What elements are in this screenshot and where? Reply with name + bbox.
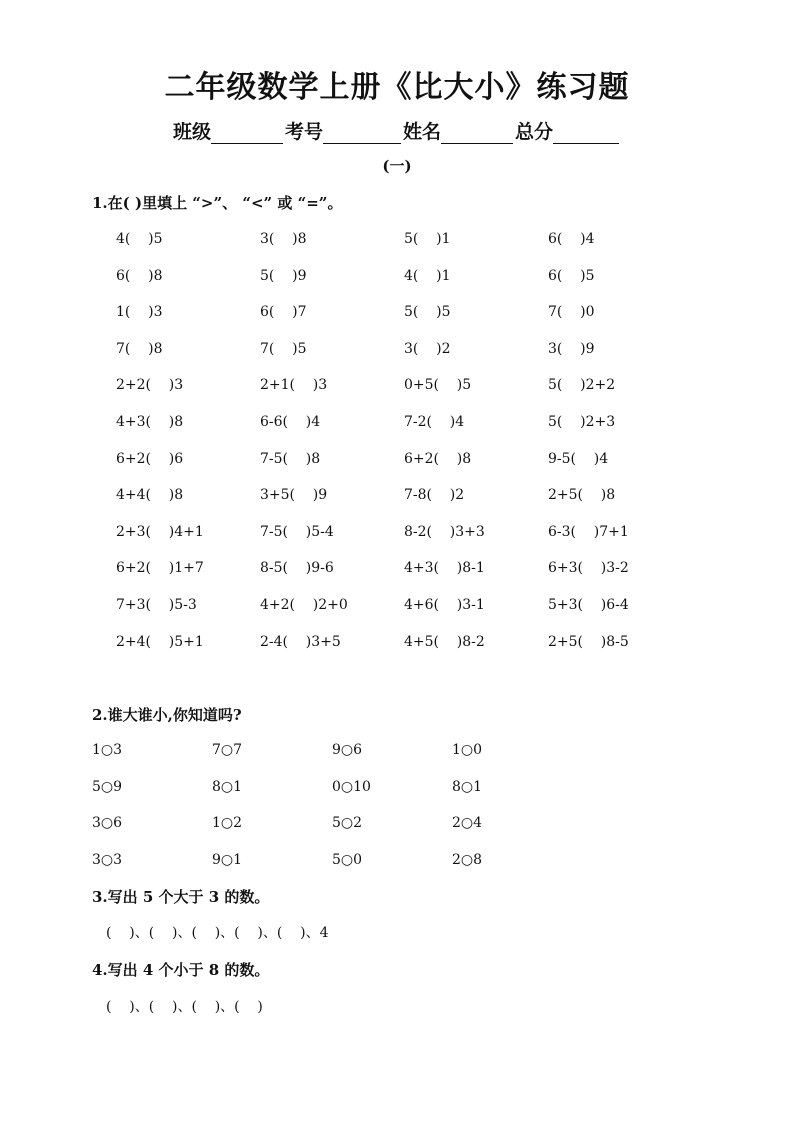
q2-problem[interactable]: 2○4 — [452, 815, 483, 832]
q1-problem[interactable]: 7( )5 — [260, 340, 307, 357]
question-1-prompt: 1.在( )里填上 “>”、 “<” 或 “=”。 — [92, 194, 343, 212]
question-2-prompt: 2.谁大谁小,你知道吗? — [92, 706, 242, 724]
q1-problem[interactable]: 2+3( )4+1 — [116, 523, 204, 540]
number-blank[interactable] — [323, 125, 401, 144]
q1-problem[interactable]: 5( )2+2 — [548, 377, 616, 394]
q2-problem[interactable]: 1○2 — [212, 815, 243, 832]
q1-problem[interactable]: 2+1( )3 — [260, 377, 328, 394]
q1-problem[interactable]: 5( )9 — [260, 267, 307, 284]
q2-problem[interactable]: 8○1 — [212, 778, 243, 795]
question-1-grid — [116, 229, 692, 668]
q1-problem[interactable]: 6+3( )3-2 — [548, 560, 629, 577]
q1-row — [116, 558, 692, 595]
q1-problem[interactable]: 7+3( )5-3 — [116, 596, 197, 613]
number-label: 考号 — [284, 121, 323, 143]
q2-problem[interactable]: 1○3 — [92, 742, 123, 758]
q1-problem[interactable]: 2+5( )8 — [548, 487, 616, 504]
q1-problem[interactable]: 4+2( )2+0 — [260, 596, 348, 613]
q2-problem[interactable]: 9○1 — [212, 851, 243, 868]
q1-problem[interactable]: 6( )4 — [548, 231, 595, 247]
q1-problem[interactable]: 6( )5 — [548, 267, 595, 284]
q1-problem[interactable]: 3( )9 — [548, 340, 595, 357]
q1-problem[interactable]: 3( )2 — [404, 340, 451, 357]
q2-problem[interactable]: 7○7 — [212, 742, 243, 758]
q2-problem[interactable]: 8○1 — [452, 778, 483, 795]
q2-problem[interactable]: 3○3 — [92, 851, 123, 868]
q1-problem[interactable]: 4+3( )8 — [116, 413, 184, 430]
q1-problem[interactable]: 1( )3 — [116, 304, 163, 321]
q1-problem[interactable]: 2+4( )5+1 — [116, 633, 204, 650]
q1-problem[interactable]: 4( )1 — [404, 267, 451, 284]
q1-row — [116, 266, 692, 303]
q1-problem[interactable]: 2-4( )3+5 — [260, 633, 341, 650]
q2-row — [92, 740, 572, 777]
q1-problem[interactable]: 4+6( )3-1 — [404, 596, 485, 613]
student-info-line — [0, 117, 794, 144]
q1-problem[interactable]: 9-5( )4 — [548, 450, 609, 467]
q1-row — [116, 485, 692, 522]
q1-problem[interactable]: 5( )1 — [404, 231, 451, 247]
q2-row — [92, 850, 572, 887]
q1-problem[interactable]: 7( )0 — [548, 304, 595, 321]
q1-problem[interactable]: 6+2( )8 — [404, 450, 472, 467]
q2-problem[interactable]: 5○2 — [332, 815, 363, 832]
q2-problem[interactable]: 5○0 — [332, 851, 363, 868]
question-3-answer-line[interactable]: ( )、( )、( )、( )、( )、4 — [106, 925, 329, 941]
q1-problem[interactable]: 8-2( )3+3 — [404, 523, 485, 540]
q1-row — [116, 412, 692, 449]
q1-problem[interactable]: 7-8( )2 — [404, 487, 465, 504]
q1-problem[interactable]: 6+2( )6 — [116, 450, 184, 467]
class-blank[interactable] — [211, 125, 283, 144]
q1-problem[interactable]: 3( )8 — [260, 231, 307, 247]
q1-problem[interactable]: 5+3( )6-4 — [548, 596, 629, 613]
question-4-prompt: 4.写出 4 个小于 8 的数。 — [92, 961, 270, 979]
q1-problem[interactable]: 6-3( )7+1 — [548, 523, 629, 540]
q1-problem[interactable]: 8-5( )9-6 — [260, 560, 334, 577]
q1-problem[interactable]: 5( )5 — [404, 304, 451, 321]
q1-problem[interactable]: 4+4( )8 — [116, 487, 184, 504]
q1-problem[interactable]: 7( )8 — [116, 340, 163, 357]
q1-problem[interactable]: 7-2( )4 — [404, 413, 465, 430]
q1-problem[interactable]: 2+2( )3 — [116, 377, 184, 394]
q1-row — [116, 339, 692, 376]
q1-row — [116, 522, 692, 559]
question-4-answer-line[interactable]: ( )、( )、( )、( ) — [106, 999, 263, 1015]
q2-row — [92, 813, 572, 850]
name-blank[interactable] — [441, 125, 513, 144]
question-2-grid — [92, 740, 572, 886]
name-label: 姓名 — [403, 121, 442, 143]
q1-problem[interactable]: 6-6( )4 — [260, 413, 321, 430]
q1-problem[interactable]: 4+5( )8-2 — [404, 633, 485, 650]
q1-problem[interactable]: 4+3( )8-1 — [404, 560, 485, 577]
q1-row — [116, 302, 692, 339]
q1-problem[interactable]: 3+5( )9 — [260, 487, 328, 504]
q1-row — [116, 595, 692, 632]
q2-problem[interactable]: 5○9 — [92, 778, 123, 795]
q2-problem[interactable]: 3○6 — [92, 815, 123, 832]
q1-problem[interactable]: 6( )7 — [260, 304, 307, 321]
q1-row — [116, 229, 692, 266]
q1-problem[interactable]: 6( )8 — [116, 267, 163, 284]
q1-row — [116, 632, 692, 669]
q1-problem[interactable]: 6+2( )1+7 — [116, 560, 204, 577]
question-3-prompt: 3.写出 5 个大于 3 的数。 — [92, 888, 270, 906]
class-label: 班级 — [172, 121, 211, 143]
q1-problem[interactable]: 7-5( )8 — [260, 450, 321, 467]
q2-problem[interactable]: 2○8 — [452, 851, 483, 868]
q1-problem[interactable]: 7-5( )5-4 — [260, 523, 334, 540]
q1-row — [116, 375, 692, 412]
q2-problem[interactable]: 9○6 — [332, 742, 363, 758]
q2-problem[interactable]: 0○10 — [332, 778, 371, 795]
q1-problem[interactable]: 5( )2+3 — [548, 413, 616, 430]
q1-row — [116, 449, 692, 486]
score-label: 总分 — [515, 121, 554, 143]
q1-problem[interactable]: 0+5( )5 — [404, 377, 472, 394]
q1-problem[interactable]: 4( )5 — [116, 231, 163, 247]
q1-problem[interactable]: 2+5( )8-5 — [548, 633, 629, 650]
q2-row — [92, 777, 572, 814]
section-label: (一) — [382, 157, 412, 175]
worksheet-title: 二年级数学上册《比大小》练习题 — [164, 70, 630, 105]
score-blank[interactable] — [553, 125, 619, 144]
q2-problem[interactable]: 1○0 — [452, 742, 483, 758]
